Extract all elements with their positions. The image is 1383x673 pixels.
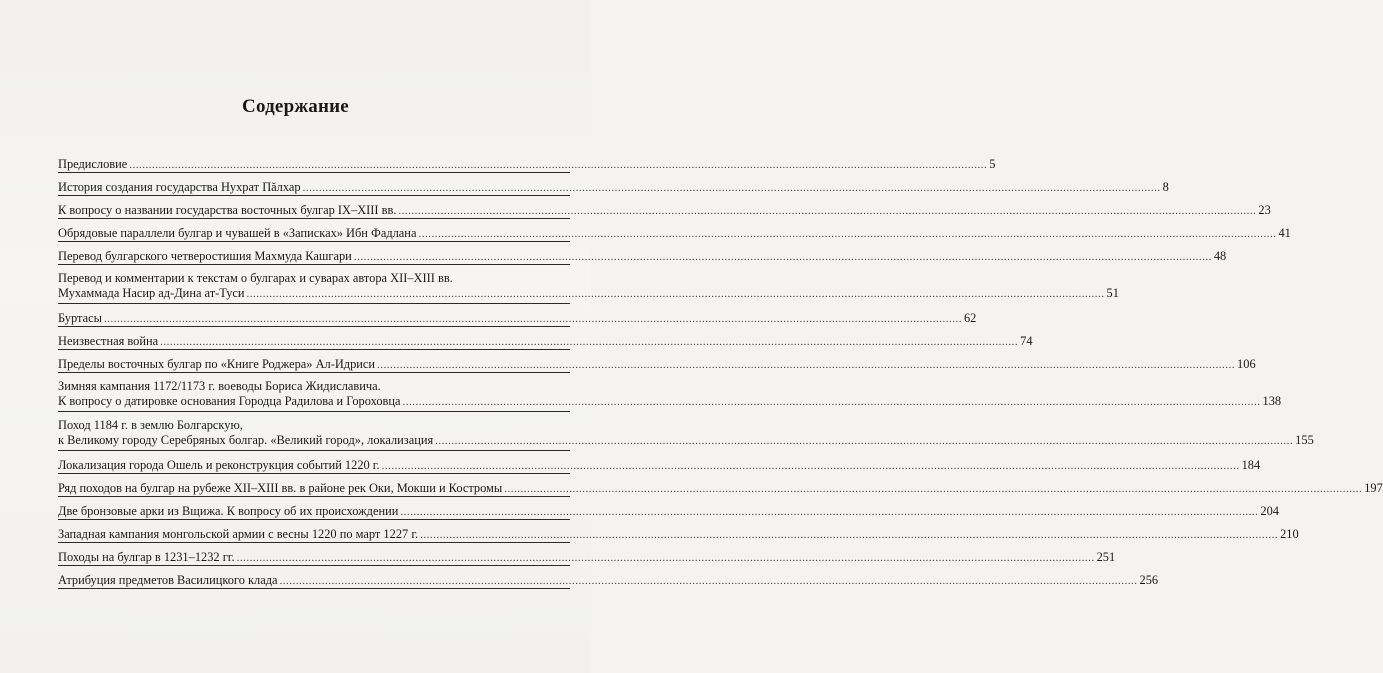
toc-entry-title: Зимняя кампания 1172/1173 г. воеводы Бориса Жидиславича. <box>58 379 381 393</box>
toc-dot-leader <box>354 250 1212 265</box>
toc-dot-leader <box>435 434 1293 449</box>
toc-entry-title: Буртасы <box>58 311 102 325</box>
toc-dot-leader <box>303 181 1161 196</box>
toc-dot-leader <box>504 482 1362 497</box>
toc-entry-title: к Великому городу Серебряных болгар. «Великий город», локализация <box>58 433 434 447</box>
toc-entry <box>58 304 977 327</box>
toc-page-number: 5 <box>989 157 996 171</box>
toc-entry <box>58 265 1119 304</box>
toc-dot-leader <box>247 287 1105 302</box>
toc-entry <box>58 219 1291 242</box>
toc-page-number: 23 <box>1258 203 1271 217</box>
toc-entry-line <box>58 271 570 286</box>
toc-entry-line <box>58 157 996 172</box>
toc-entry-line <box>58 180 1169 195</box>
toc-entry <box>58 520 1299 543</box>
page-title: Содержание <box>242 96 349 117</box>
toc-dot-leader <box>403 395 1261 410</box>
toc-entry <box>58 474 1383 497</box>
toc-page-number: 204 <box>1260 504 1279 518</box>
toc-entry-title: К вопросу о названии государства восточных булгар IX–XIII вв. <box>58 203 397 217</box>
toc-entry-line <box>58 458 1261 473</box>
toc-entry-line <box>58 249 1227 264</box>
toc-page-number: 48 <box>1213 249 1227 263</box>
toc-entry <box>58 373 1282 412</box>
toc-entry-title: К вопросу о датировке основания Городца Радилова и Гороховца <box>58 394 401 408</box>
toc-entry-line <box>58 573 1159 588</box>
toc-page-number: 62 <box>963 311 977 325</box>
toc-dot-leader <box>129 158 987 173</box>
toc-entry-title: Обрядовые параллели булгар и чувашей в «Записках» Ибн Фадлана <box>58 226 417 240</box>
toc-dot-leader <box>160 335 1018 350</box>
toc-entry-title: Две бронзовые арки из Вщижа. К вопросу об их происхождении <box>58 504 399 518</box>
table-of-contents <box>58 150 1383 589</box>
toc-dot-leader <box>377 358 1235 373</box>
toc-entry-line <box>58 481 1383 496</box>
toc-page-number: 256 <box>1139 573 1159 587</box>
toc-entry <box>58 543 1116 566</box>
toc-dot-leader <box>104 312 962 327</box>
toc-entry-line <box>58 226 1291 241</box>
toc-entry-line <box>58 311 977 326</box>
toc-entry-line <box>58 334 1033 349</box>
toc-entry-title: Перевод и комментарии к текстам о булгарах и суварах автора XII–XIII вв. <box>58 271 453 285</box>
toc-entry-line <box>58 357 1256 372</box>
toc-page-number: 184 <box>1241 458 1261 472</box>
toc-page-number: 51 <box>1106 286 1119 300</box>
toc-entry-line <box>58 286 1119 301</box>
toc-entry-title: Западная кампания монгольской армии с весны 1220 по март 1227 г. <box>58 527 419 541</box>
toc-page-number: 106 <box>1237 357 1256 371</box>
toc-entry <box>58 566 1159 589</box>
toc-entry-line <box>58 203 1271 218</box>
toc-page-number: 74 <box>1020 334 1033 348</box>
toc-entry-title: Пределы восточных булгар по «Книге Роджера» Ал-Идриси <box>58 357 376 371</box>
toc-entry-title: Перевод булгарского четверостишия Махмуда Кашгари <box>58 249 352 263</box>
toc-entry-line <box>58 550 1116 565</box>
toc-entry-line <box>58 433 1314 448</box>
toc-dot-leader <box>418 227 1276 242</box>
toc-dot-leader <box>280 574 1138 589</box>
toc-entry-line <box>58 504 1279 519</box>
toc-dot-leader <box>420 528 1278 543</box>
toc-entry <box>58 350 1256 373</box>
toc-entry <box>58 497 1279 520</box>
toc-entry-title: Неизвестная война <box>58 334 159 348</box>
toc-entry-title: Ряд походов на булгар на рубеже XII–XIII вв. в районе рек Оки, Мокши и Костромы <box>58 481 503 495</box>
toc-page-number: 210 <box>1280 527 1299 541</box>
toc-dot-leader <box>382 459 1240 474</box>
toc-entry <box>58 196 1271 219</box>
toc-page-number: 197 <box>1364 481 1383 495</box>
toc-entry-title: Атрибуция предметов Василицкого клада <box>58 573 278 587</box>
toc-entry-line <box>58 394 1282 409</box>
toc-page-number: 155 <box>1295 433 1314 447</box>
toc-page-number: 41 <box>1278 226 1291 240</box>
toc-entry <box>58 451 1261 474</box>
toc-entry-title: Предисловие <box>58 157 128 171</box>
toc-entry <box>58 173 1169 196</box>
toc-entry-title: Локализация города Ошель и реконструкция событий 1220 г. <box>58 458 380 472</box>
toc-dot-leader <box>398 204 1256 219</box>
toc-entry <box>58 150 996 173</box>
toc-entry <box>58 242 1227 265</box>
toc-entry-line <box>58 418 570 433</box>
toc-dot-leader <box>237 551 1095 566</box>
toc-entry <box>58 327 1033 350</box>
toc-entry-title: История создания государства Нухрат Пăлхар <box>58 180 301 194</box>
toc-page-number: 251 <box>1096 550 1116 564</box>
toc-entry-line <box>58 527 1299 542</box>
toc-page-number: 8 <box>1162 180 1169 194</box>
toc-page-number: 138 <box>1262 394 1282 408</box>
toc-entry-title: Походы на булгар в 1231–1232 гг. <box>58 550 235 564</box>
toc-entry-title: Поход 1184 г. в землю Болгарскую, <box>58 418 243 432</box>
toc-entry-title: Мухаммада Насир ад-Дина ат-Туси <box>58 286 245 300</box>
toc-dot-leader <box>400 505 1258 520</box>
toc-entry-line <box>58 379 570 394</box>
toc-entry <box>58 412 1314 451</box>
